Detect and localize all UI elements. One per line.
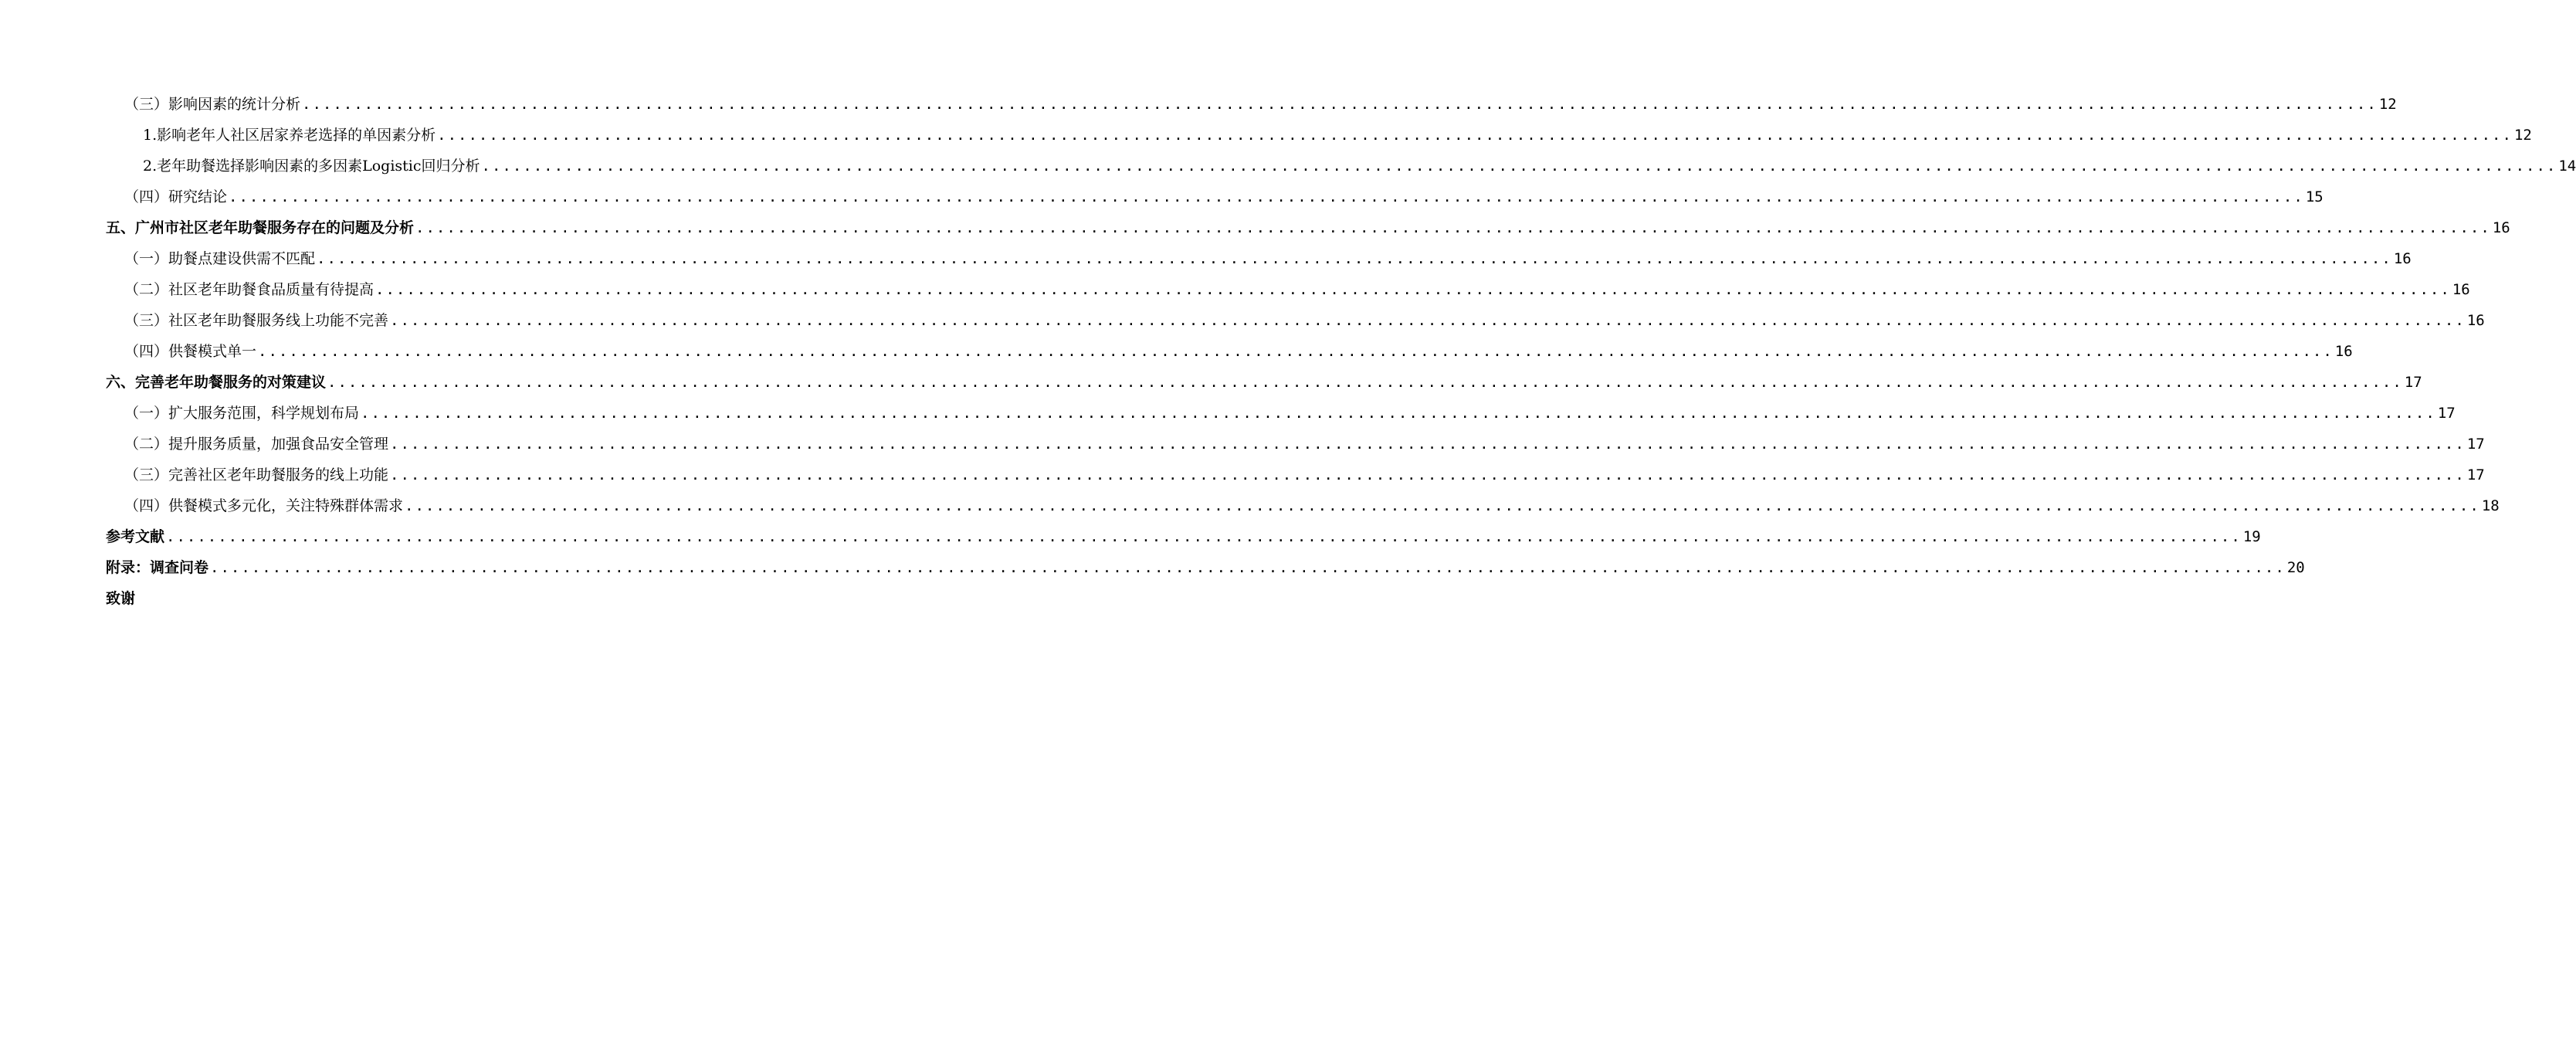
dot-leader: ........................................................................................................................................................................................................ — [361, 405, 2436, 422]
dot-leader: ........................................................................................................................................................................................................ — [210, 559, 2286, 576]
dot-leader: ........................................................................................................................................................................................................ — [390, 312, 2466, 329]
toc-entry-title: （二）社区老年助餐食品质量有待提高 — [124, 281, 375, 298]
toc-entry-page-number: 17 — [2466, 466, 2485, 483]
toc-entry[interactable] — [106, 212, 2510, 243]
toc-entry-title: （三）社区老年助餐服务线上功能不完善 — [124, 312, 389, 329]
toc-entry[interactable] — [106, 336, 2353, 367]
toc-entry-page-number: 16 — [2452, 281, 2470, 298]
toc-entry-page-number: 16 — [2334, 343, 2353, 360]
toc-entry[interactable] — [106, 521, 2261, 552]
toc-entry[interactable] — [106, 552, 2305, 583]
toc-entry-title: （三）完善社区老年助餐服务的线上功能 — [124, 466, 389, 483]
dot-leader: ........................................................................................................................................................................................................ — [327, 374, 2403, 391]
toc-entry-page-number: 12 — [2378, 96, 2397, 113]
toc-entry-title: （四）供餐模式单一 — [124, 343, 257, 360]
toc-entry-page-number: 14 — [2558, 158, 2576, 175]
toc-entry[interactable] — [106, 367, 2422, 398]
dot-leader: ........................................................................................................................................................................................................ — [166, 528, 2242, 545]
toc-entry-page-number: 17 — [2466, 436, 2485, 453]
dot-leader: ........................................................................................................................................................................................................ — [317, 250, 2392, 267]
toc-entry[interactable] — [106, 243, 2412, 274]
toc-entry-page-number: 16 — [2466, 312, 2485, 329]
toc-entry[interactable] — [106, 120, 2532, 151]
toc-entry-page-number: 20 — [2286, 559, 2305, 576]
toc-entry-title: 附录：调查问卷 — [106, 559, 209, 576]
toc-entry[interactable] — [106, 151, 2576, 181]
toc-entry-page-number: 17 — [2437, 405, 2456, 422]
dot-leader: ........................................................................................................................................................................................................ — [437, 127, 2513, 144]
dot-leader: ........................................................................................................................................................................................................ — [258, 343, 2334, 360]
toc-entry-title: 五、广州市社区老年助餐服务存在的问题及分析 — [106, 219, 415, 236]
toc-entry-title: 六、完善老年助餐服务的对策建议 — [106, 374, 327, 391]
toc-entry-title: （二）提升服务质量，加强食品安全管理 — [124, 436, 389, 453]
toc-entry-title: （一）助餐点建设供需不匹配 — [124, 250, 316, 267]
toc-entry-title: （一）扩大服务范围，科学规划布局 — [124, 405, 360, 422]
dot-leader: ........................................................................................................................................................................................................ — [302, 96, 2378, 113]
toc-entry-page-number: 15 — [2305, 188, 2323, 205]
dot-leader: ........................................................................................................................................................................................................ — [375, 281, 2451, 298]
toc-entry-page-number: 18 — [2481, 497, 2500, 514]
dot-leader: ........................................................................................................................................................................................................ — [229, 188, 2304, 205]
toc-entry[interactable] — [106, 305, 2485, 336]
toc-entry[interactable] — [106, 460, 2485, 490]
toc-entry[interactable] — [106, 274, 2470, 305]
table-of-contents — [106, 89, 2576, 614]
toc-entry-title: （三）影响因素的统计分析 — [124, 96, 301, 113]
toc-entry-title: 致谢 — [106, 590, 136, 607]
toc-entry-title: （四）研究结论 — [124, 188, 228, 205]
dot-leader: ........................................................................................................................................................................................................ — [390, 466, 2466, 483]
dot-leader: ........................................................................................................................................................................................................ — [481, 158, 2557, 175]
toc-entry-page-number: 12 — [2513, 127, 2532, 144]
toc-entry[interactable] — [106, 89, 2397, 120]
toc-entry[interactable] — [106, 398, 2456, 429]
toc-entry[interactable] — [106, 429, 2485, 460]
toc-entry[interactable] — [106, 490, 2500, 521]
toc-entry-title: 参考文献 — [106, 528, 165, 545]
toc-entry-title: 2.老年助餐选择影响因素的多因素Logistic回归分析 — [143, 158, 480, 175]
toc-entry-title: 1.影响老年人社区居家养老选择的单因素分析 — [143, 127, 436, 144]
toc-entry-page-number: 17 — [2404, 374, 2422, 391]
dot-leader: ........................................................................................................................................................................................................ — [390, 436, 2466, 453]
toc-entry-page-number: 19 — [2242, 528, 2261, 545]
toc-entry-page-number: 16 — [2492, 219, 2510, 236]
dot-leader: ........................................................................................................................................................................................................ — [415, 219, 2491, 236]
toc-entry-title: （四）供餐模式多元化，关注特殊群体需求 — [124, 497, 404, 514]
dot-leader: ........................................................................................................................................................................................................ — [405, 497, 2480, 514]
toc-entry[interactable] — [106, 181, 2323, 212]
toc-entry[interactable] — [106, 583, 657, 614]
toc-entry-page-number: 16 — [2393, 250, 2412, 267]
